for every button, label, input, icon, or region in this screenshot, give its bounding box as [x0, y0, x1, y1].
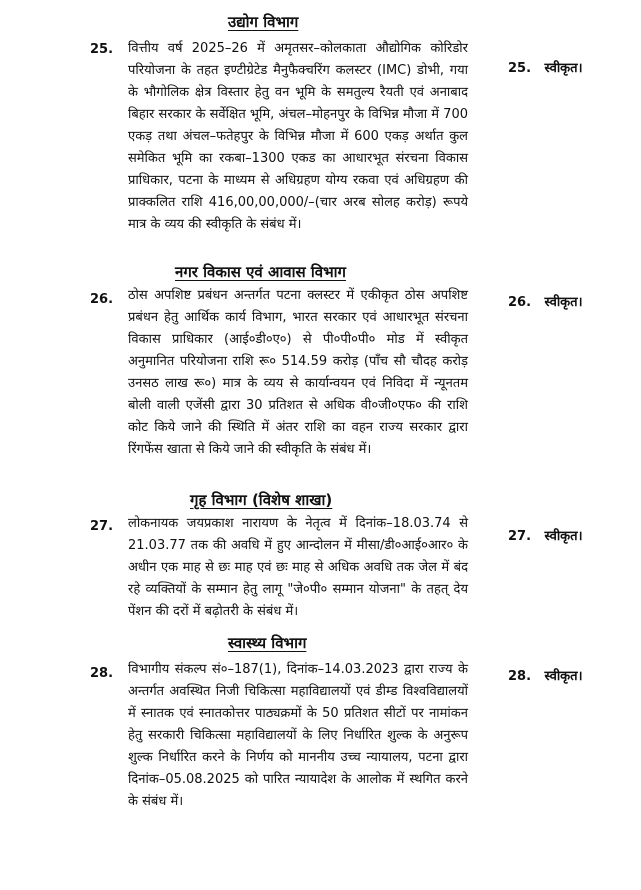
decision-number: 25. [508, 61, 532, 76]
department-heading-health: स्वास्थ्य विभाग [228, 634, 307, 652]
decision-status [508, 666, 583, 684]
department-heading-urban-development: नगर विकास एवं आवास विभाग [175, 263, 346, 281]
department-heading-home-special-branch: गृह विभाग (विशेष शाखा) [190, 491, 333, 509]
decision-number: 27. [508, 529, 532, 544]
decision-number: 28. [508, 669, 532, 684]
item-description: लोकनायक जयप्रकाश नारायण के नेतृत्व में दिनांक–18.03.74 से 21.03.77 तक की अवधि में हुए आन्दोलन में मीसा/डी०आई०आर० के अधीन एक माह से छः माह एवं छः माह से अधिक अवधि तक जेल में बंद रहे व्यक्तियों के सम्मान हेतु लागू "जे०पी० सम्मान योजना" के तहत् देय पेंशन की दरों में बढ़ोतरी के संबंध में। [128, 516, 468, 619]
decision-status-text: स्वीकृत। [544, 669, 583, 684]
item-description: ठोस अपशिष्ट प्रबंधन अन्तर्गत पटना क्लस्टर में एकीकृत ठोस अपशिष्ट प्रबंधन हेतु आर्थिक कार्य विभाग, भारत सरकार एवं आधारभूत संरचना विकास प्राधिकार (आई०डी०ए०) से पी०पी०पी० मोड में स्वीकृत अनुमानित परियोजना राशि रू० 514.59 करोड़ (पाँच सौ चौदह करोड़ उनसठ लाख रू०) मात्र के व्यय से कार्यान्वयन एवं निविदा में न्यूनतम बोली वाली एजेंसी द्वारा 30 प्रतिशत से अधिक वी०जी०एफ० की राशि कोट किये जाने की स्थिति में अंतर राशि का वहन राज्य सरकार द्वारा रिंगफेंस खाता से किये जाने की स्वीकृति के संबंध में। [128, 288, 468, 457]
item-number: 25. [90, 42, 114, 57]
decision-status [508, 58, 583, 76]
decision-status [508, 526, 583, 544]
decision-status [508, 292, 583, 310]
decision-status-text: स्वीकृत। [544, 529, 583, 544]
decision-number: 26. [508, 295, 532, 310]
item-number: 27. [90, 519, 114, 534]
decision-status-text: स्वीकृत। [544, 61, 583, 76]
item-number: 26. [90, 292, 114, 307]
item-description: विभागीय संकल्प सं०–187(1), दिनांक–14.03.2023 द्वारा राज्य के अन्तर्गत अवस्थित निजी चिकित्सा महाविद्यालयों एवं डीम्ड विश्वविद्यालयों में स्नातक एवं स्नातकोत्तर पाठ्यक्रमों के 50 प्रतिशत सीटों पर नामांकन हेतु सरकारी चिकित्सा महाविद्यालयों के लिए निर्धारित शुल्क के अनुरूप शुल्क निर्धारित करने के निर्णय को माननीय उच्च न्यायालय, पटना द्वारा दिनांक–05.08.2025 को पारित न्यायादेश के आलोक में स्थगित करने के संबंध में। [128, 662, 468, 809]
item-number: 28. [90, 666, 114, 681]
decision-status-text: स्वीकृत। [544, 295, 583, 310]
department-heading-industry: उद्योग विभाग [228, 13, 299, 31]
item-description: वित्तीय वर्ष 2025–26 में अमृतसर–कोलकाता औद्योगिक कोरिडोर परियोजना के तहत इण्टीग्रेटेड मैनुफैक्चरिंग कलस्टर (IMC) डोभी, गया के भौगोलिक क्षेत्र विस्तार हेतु वन भूमि के समतुल्य रैयती एवं अनाबाद बिहार सरकार के सर्वेक्षित भूमि, अंचल–मोहनपुर के विभिन्न मौजा में 700 एकड़ तथा अंचल–फतेहपुर के विभिन्न मौजा में 600 एकड़ अर्थात कुल समेकित भूमि का रकबा–1300 एकड का आधारभूत संरचना विकास प्राधिकार, पटना के माध्यम से अधिग्रहण योग्य रकवा एवं अधिग्रहण की प्राक्कलित राशि 416,00,00,000/–(चार अरब सोलह करोड़) रूपये मात्र के व्यय की स्वीकृति के संबंध में। [128, 41, 468, 232]
